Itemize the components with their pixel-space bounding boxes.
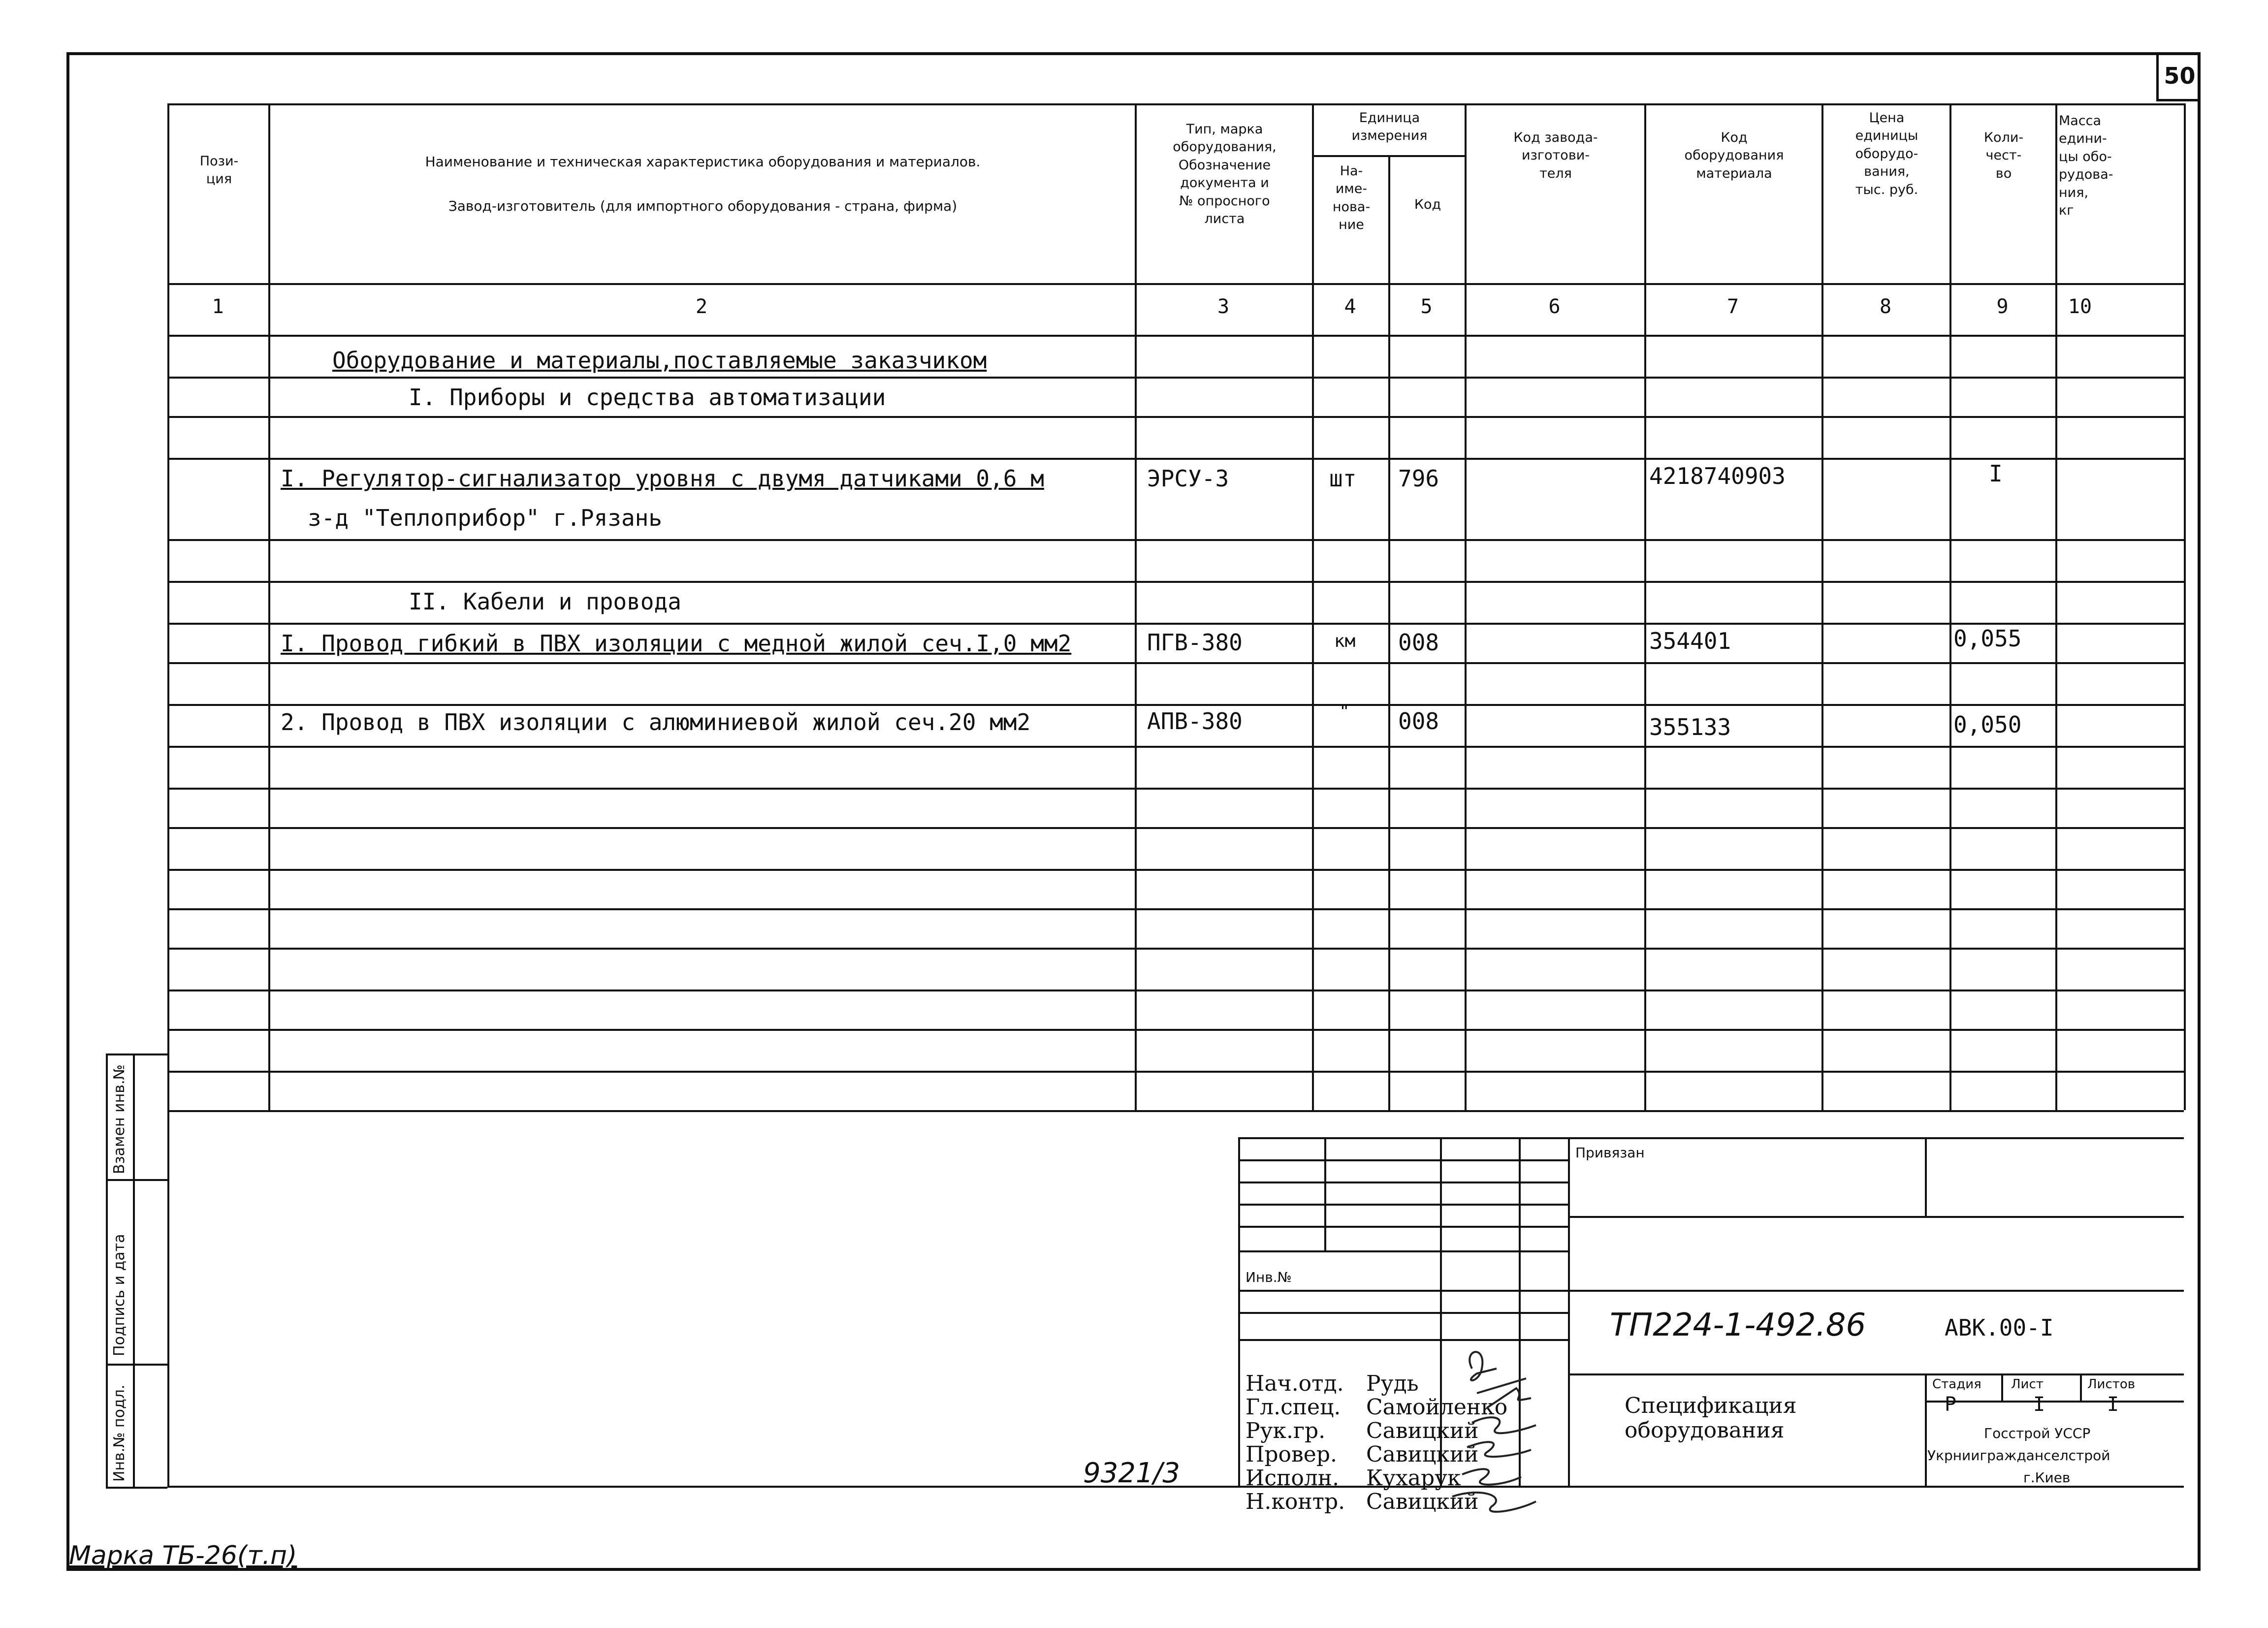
- colnum-10: 10: [2068, 295, 2092, 318]
- header-unit-group: Единица измерения: [1351, 110, 1428, 144]
- side-stamp-line: [106, 1179, 167, 1181]
- header-equipment-code: Код оборудования материала: [1684, 130, 1784, 181]
- row-line: [167, 416, 2184, 418]
- role-2: Гл.спец.: [1246, 1395, 1341, 1420]
- row-line: [167, 704, 2184, 706]
- tb-line: [2080, 1373, 2082, 1401]
- col-line-1: [268, 103, 270, 1110]
- colnum-9: 9: [1996, 295, 2009, 318]
- sheet-label: Лист: [2011, 1377, 2044, 1392]
- row-line: [167, 948, 2184, 950]
- tb-row: [1238, 1250, 1568, 1252]
- header-name-line2: Завод-изготовитель (для импортного оборудования - страна, фирма): [448, 198, 958, 214]
- org-line-2: Укрниигражданселстрой: [1927, 1447, 2110, 1464]
- tb-row: [1238, 1312, 1568, 1314]
- archive-number: 9321/3: [1083, 1457, 1181, 1489]
- tb-row: [1238, 1181, 1568, 1183]
- header-unit-code: Код: [1414, 197, 1441, 212]
- header-name-line1: Наименование и техническая характеристика оборудования и материалов.: [425, 154, 981, 170]
- org-line-3: г.Киев: [2023, 1469, 2071, 1486]
- colnum-8: 8: [1879, 295, 1892, 318]
- tb-line: [1925, 1137, 1927, 1216]
- col-line-9: [2055, 103, 2057, 1110]
- col-line-10: [2184, 103, 2186, 1110]
- row-line: [167, 458, 2184, 460]
- colnum-3: 3: [1217, 295, 1230, 318]
- row3-type: АПВ-380: [1147, 708, 1243, 734]
- colnum-2: 2: [695, 295, 708, 318]
- side-stamp-line: [106, 1364, 167, 1366]
- sheet-value: I: [2033, 1393, 2045, 1416]
- row1-unit: шт: [1329, 465, 1357, 492]
- role-1: Нач.отд.: [1246, 1371, 1344, 1396]
- name-4: Савицкий: [1366, 1442, 1479, 1467]
- section-2-title: II. Кабели и провода: [409, 588, 681, 615]
- side-stamp-line: [133, 1053, 135, 1487]
- colnum-7: 7: [1726, 295, 1739, 318]
- title-block-top: [1238, 1137, 2184, 1139]
- header-bottom-line: [167, 283, 2184, 285]
- stage-label: Стадия: [1932, 1377, 1981, 1392]
- col-line-6: [1644, 103, 1646, 1110]
- row-line: [167, 869, 2184, 871]
- role-3: Рук.гр.: [1246, 1418, 1326, 1443]
- tb-row: [1568, 1216, 2184, 1218]
- row-line: [167, 827, 2184, 829]
- bound-label: Привязан: [1575, 1145, 1645, 1161]
- row1-name: I. Регулятор-сигнализатор уровня с двумя датчиками 0,6 м: [281, 465, 1044, 492]
- sheets-label: Листов: [2087, 1377, 2136, 1392]
- colnum-4: 4: [1344, 295, 1356, 318]
- name-2: Самойленко: [1366, 1395, 1508, 1420]
- sheet-frame: [66, 52, 2201, 1571]
- side-stamp-sign-label: Подпись и дата: [111, 1234, 128, 1356]
- role-5: Исполн.: [1246, 1466, 1340, 1491]
- row2-unit-code: 008: [1398, 629, 1439, 656]
- header-price: Цена единицы оборудо- вания, тыс. руб.: [1855, 110, 1918, 197]
- tb-line: [1324, 1137, 1326, 1250]
- doc-title-2: оборудования: [1625, 1418, 1785, 1443]
- row-line: [167, 623, 2184, 625]
- colnum-5: 5: [1420, 295, 1433, 318]
- colnum-1: 1: [212, 295, 224, 318]
- row-line: [167, 990, 2184, 991]
- col-line-3: [1312, 103, 1314, 1110]
- name-5: Кухарук: [1366, 1466, 1461, 1491]
- side-stamp-line: [106, 1487, 167, 1489]
- sheets-value: I: [2107, 1393, 2119, 1416]
- side-stamp-inv-label: Инв.№ подл.: [111, 1384, 128, 1482]
- side-stamp-line: [106, 1053, 108, 1487]
- side-stamp-line: [106, 1053, 167, 1055]
- col-line-8: [1949, 103, 1951, 1110]
- sheet-number: 50: [2156, 52, 2201, 101]
- tb-row: [1238, 1290, 2184, 1292]
- row-line: [167, 662, 2184, 664]
- role-6: Н.контр.: [1246, 1489, 1345, 1514]
- org-line-1: Госстрой УССР: [1984, 1425, 2091, 1441]
- role-4: Провер.: [1246, 1442, 1337, 1467]
- header-maker-code: Код завода- изготови- теля: [1513, 130, 1598, 181]
- row-line: [167, 539, 2184, 541]
- row1-type: ЭРСУ-3: [1147, 465, 1229, 492]
- row-line: [167, 1071, 2184, 1073]
- unit-group-line: [1312, 155, 1467, 157]
- row2-type: ПГВ-380: [1147, 629, 1243, 656]
- col-line-5: [1465, 103, 1467, 1110]
- row-line: [167, 1029, 2184, 1031]
- name-1: Рудь: [1366, 1371, 1419, 1396]
- name-6: Савицкий: [1366, 1489, 1479, 1514]
- stage-value: Р: [1945, 1393, 1957, 1416]
- header-position: Пози- ция: [199, 154, 239, 187]
- row-line: [167, 908, 2184, 910]
- tb-row: [1925, 1401, 2184, 1403]
- table-top-line: [167, 103, 2184, 105]
- tb-line: [2001, 1373, 2003, 1401]
- row-line: [167, 788, 2184, 790]
- section-1-title: I. Приборы и средства автоматизации: [409, 384, 886, 411]
- header-mass: Масса едини- цы обо- рудова- ния, кг: [2059, 113, 2113, 219]
- row3-unit: ": [1339, 702, 1350, 722]
- doc-title-1: Спецификация: [1625, 1393, 1797, 1418]
- row2-qty: 0,055: [1953, 625, 2022, 652]
- col-line-2: [1135, 103, 1137, 1110]
- side-stamp-replace-label: Взамен инв.№: [111, 1064, 128, 1174]
- row-line: [167, 377, 2184, 379]
- row2-name: I. Провод гибкий в ПВХ изоляции с медной жилой сеч.I,0 мм2: [281, 630, 1072, 657]
- doc-sub-code: АВК.00-I: [1945, 1314, 2054, 1341]
- title-block-left: [1238, 1137, 1240, 1486]
- section-title: Оборудование и материалы,поставляемые заказчиком: [332, 347, 987, 374]
- row1-unit-code: 796: [1398, 465, 1439, 492]
- header-unit-name: На- име- нова- ние: [1332, 163, 1371, 233]
- row3-code: 355133: [1649, 714, 1731, 740]
- signature-scribbles: [1442, 1339, 1570, 1526]
- tb-row: [1568, 1373, 2184, 1375]
- inv-label: Инв.№: [1246, 1269, 1292, 1285]
- doc-code: ТП224-1-492.86: [1610, 1307, 1866, 1343]
- column-number-line: [167, 335, 2184, 337]
- tb-row: [1238, 1159, 1568, 1161]
- tb-row: [1238, 1226, 1568, 1228]
- row-line: [167, 746, 2184, 748]
- row3-qty: 0,050: [1953, 711, 2022, 738]
- row1-code: 4218740903: [1649, 463, 1786, 489]
- tb-row: [1238, 1204, 1568, 1206]
- row2-unit: км: [1334, 631, 1356, 651]
- table-bottom-line: [167, 1110, 2184, 1112]
- mark-label: Марка ТБ-26(т.п): [69, 1541, 297, 1570]
- row1-qty: I: [1989, 460, 2003, 487]
- row1-maker: з-д "Теплоприбор" г.Рязань: [308, 505, 663, 531]
- row-line: [167, 581, 2184, 583]
- header-type: Тип, марка оборудования, Обозначение документа и № опросного листа: [1173, 122, 1277, 227]
- colnum-6: 6: [1548, 295, 1561, 318]
- tb-line: [1925, 1373, 1927, 1486]
- header-quantity: Коли- чест- во: [1983, 130, 2024, 181]
- col-line-7: [1821, 103, 1823, 1110]
- row3-name: 2. Провод в ПВХ изоляции с алюминиевой жилой сеч.20 мм2: [281, 709, 1031, 735]
- name-3: Савицкий: [1366, 1418, 1479, 1443]
- row3-unit-code: 008: [1398, 708, 1439, 734]
- row2-code: 354401: [1649, 628, 1731, 654]
